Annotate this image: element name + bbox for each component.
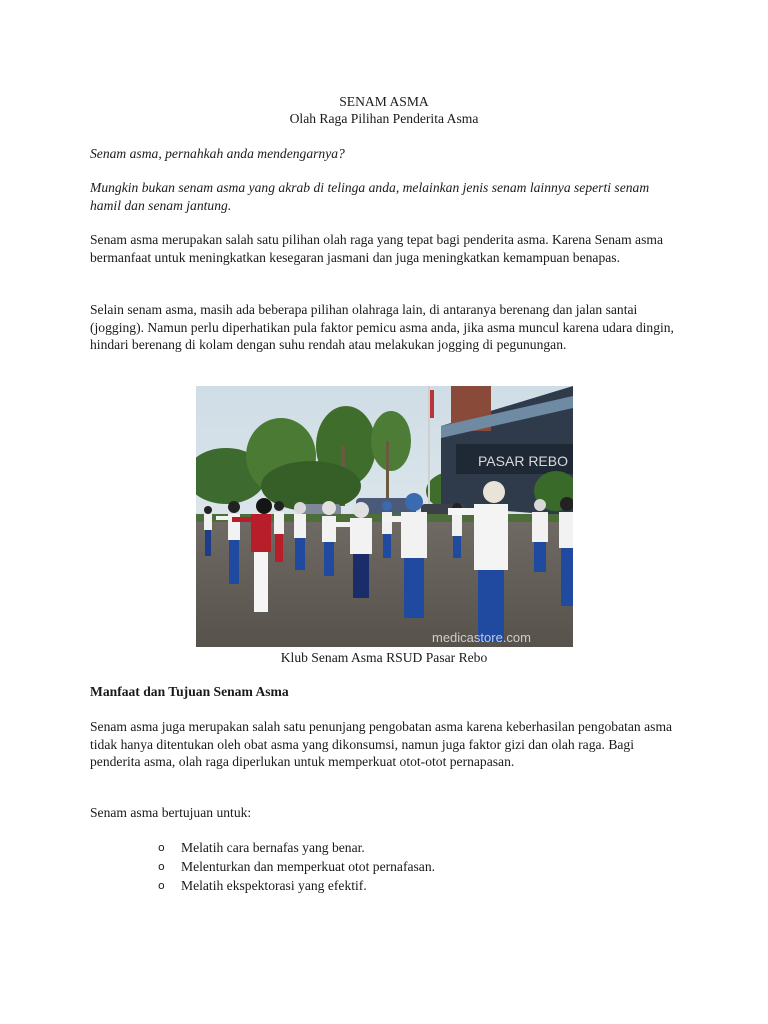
exercise-photo (196, 386, 573, 647)
paragraph-benefit: Senam asma merupakan salah satu pilihan olah raga yang tepat bagi penderita asma. Karena Senam asma bermanfaat untuk meningkatkan kesegaran jasmani dan juga meningkatkan kemampuan benapas. (90, 232, 663, 265)
section-paragraph: Senam asma juga merupakan salah satu penunjang pengobatan asma karena keberhasilan pengobatan asma tidak hanya ditentukan oleh obat asma yang dikonsumsi, namun juga faktor gizi dan olah raga. Bagi penderita asma, olah raga diperlukan untuk memperkuat otot-otot pernapasan. (90, 719, 673, 769)
list-item-text: Melatih ekspektorasi yang efektif. (181, 878, 367, 893)
list-item (158, 857, 435, 876)
intro-paragraph: Mungkin bukan senam asma yang akrab di telinga anda, melainkan jenis senam lainnya seperti senam hamil dan senam jantung. (90, 180, 650, 213)
bullet-icon: o (158, 841, 165, 854)
document-subtitle: Olah Raga Pilihan Penderita Asma (289, 111, 479, 126)
list-item-text: Melatih cara bernafas yang benar. (181, 840, 365, 855)
section-heading: Manfaat dan Tujuan Senam Asma (90, 684, 289, 699)
document-title: SENAM ASMA (339, 94, 429, 109)
list-intro: Senam asma bertujuan untuk: (90, 805, 252, 820)
list-item-text: Melenturkan dan memperkuat otot pernafasan. (181, 859, 436, 874)
list-item (158, 838, 435, 857)
building-sign: PASAR REBO (478, 453, 568, 469)
bullet-icon: o (158, 860, 165, 873)
photo-caption: Klub Senam Asma RSUD Pasar Rebo (280, 650, 488, 665)
list-item (158, 876, 435, 895)
intro-question: Senam asma, pernahkah anda mendengarnya? (90, 146, 345, 161)
photo-watermark: medicastore.com (432, 630, 531, 645)
bullet-icon: o (158, 879, 165, 892)
goals-list (158, 838, 435, 895)
paragraph-alternatives: Selain senam asma, masih ada beberapa pilihan olahraga lain, di antaranya berenang dan jalan santai (jogging). Namun perlu diperhatikan pula faktor pemicu asma anda, jika asma muncul karena udara dingin, hindari berenang di kolam dengan suhu rendah atau melakukan jogging di pegunungan. (90, 302, 674, 352)
